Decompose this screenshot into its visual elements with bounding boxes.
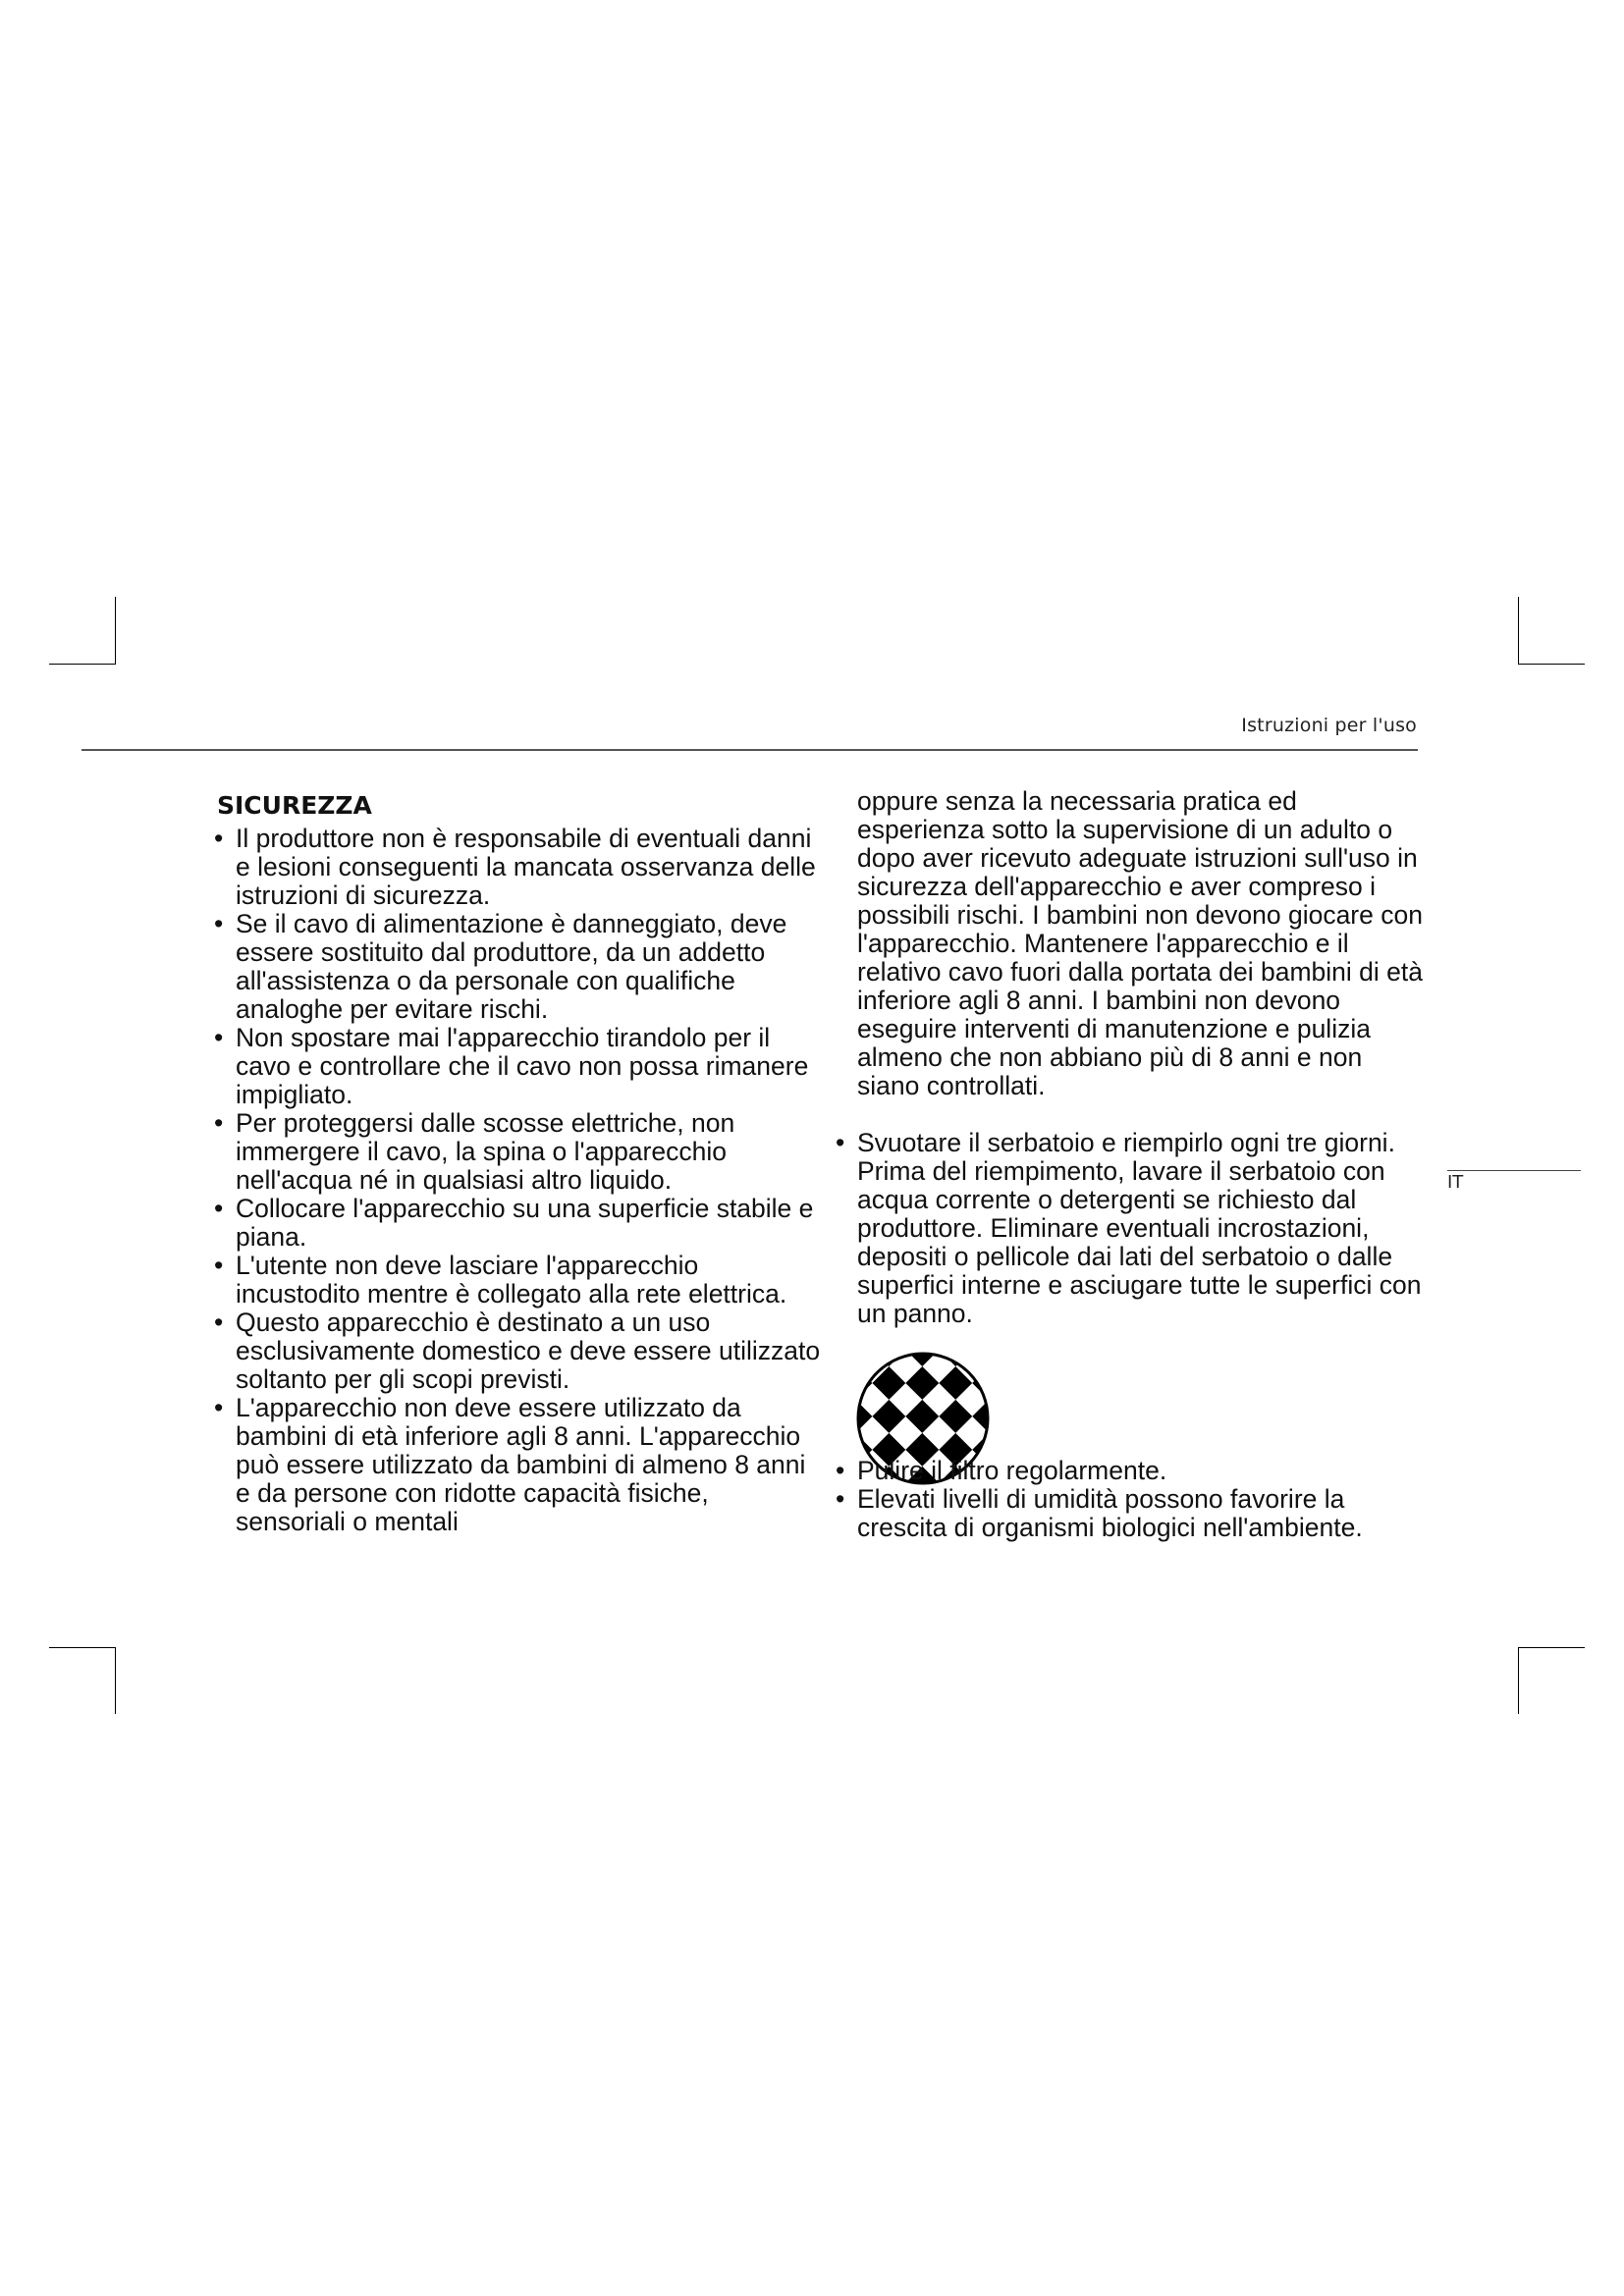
list-item: • Elevati livelli di umidità possono favorire la crescita di organismi biologici nell'ambiente.	[836, 1485, 1425, 1542]
crop-mark-bottom-right	[1518, 1647, 1519, 1714]
crop-mark-top-left	[115, 597, 116, 664]
list-item: • L'utente non deve lasciare l'apparecchio incustodito mentre è collegato alla rete elettrica.	[214, 1252, 823, 1308]
right-column-bottom	[836, 1457, 1425, 1542]
list-item: • Se il cavo di alimentazione è danneggiato, deve essere sostituito dal produttore, da un addetto all'assistenza o da personale con qualifiche analoghe per evitare rischi.	[214, 910, 823, 1024]
header-rule	[81, 749, 1418, 751]
list-item: • Questo apparecchio è destinato a un uso esclusivamente domestico e deve essere utilizzato soltanto per gli scopi previsti.	[214, 1308, 823, 1394]
crop-mark-top-left	[49, 664, 116, 665]
section-title: SICUREZZA	[217, 791, 372, 820]
header-title: Istruzioni per l'uso	[1241, 715, 1417, 736]
right-column	[836, 787, 1425, 1328]
list-item: • Collocare l'apparecchio su una superficie stabile e piana.	[214, 1195, 823, 1252]
crop-mark-bottom-left	[115, 1647, 116, 1714]
language-tab: IT	[1447, 1170, 1581, 1193]
crop-mark-top-right	[1518, 597, 1519, 664]
list-item: • Svuotare il serbatoio e riempirlo ogni tre giorni. Prima del riempimento, lavare il serbatoio con acqua corrente o detergenti se richiesto dal produttore. Eliminare eventuali incrostazioni, depositi o pellicole dai lati del serbatoio o dalle superfici interne e asciugare tutte le superfici con un panno.	[836, 1129, 1425, 1328]
left-column	[214, 825, 823, 1536]
crop-mark-bottom-right	[1518, 1647, 1585, 1648]
continuation-paragraph: oppure senza la necessaria pratica ed esperienza sotto la supervisione di un adulto o dopo aver ricevuto adeguate istruzioni sull'uso in sicurezza dell'apparecchio e aver compreso i possibili rischi. I bambini non devono giocare con l'apparecchio. Mantenere l'apparecchio e il relativo cavo fuori dalla portata dei bambini di età inferiore agli 8 anni. I bambini non devono eseguire interventi di manutenzione e pulizia almeno che non abbiano più di 8 anni e non siano controllati.	[857, 786, 1423, 1100]
list-item: • Il produttore non è responsabile di eventuali danni e lesioni conseguenti la mancata osservanza delle istruzioni di sicurezza.	[214, 825, 823, 910]
list-item: • Non spostare mai l'apparecchio tirandolo per il cavo e controllare che il cavo non possa rimanere impigliato.	[214, 1024, 823, 1109]
list-item: • Per proteggersi dalle scosse elettriche, non immergere il cavo, la spina o l'apparecchio nell'acqua né in qualsiasi altro liquido.	[214, 1109, 823, 1195]
crop-mark-top-right	[1518, 664, 1585, 665]
list-item: • L'apparecchio non deve essere utilizzato da bambini di età inferiore agli 8 anni. L'apparecchio può essere utilizzato da bambini di almeno 8 anni e da persone con ridotte capacità fisiche, sensoriali o mentali	[214, 1394, 823, 1536]
crop-mark-bottom-left	[49, 1647, 116, 1648]
list-item: • Pulire il filtro regolarmente.	[836, 1457, 1425, 1485]
